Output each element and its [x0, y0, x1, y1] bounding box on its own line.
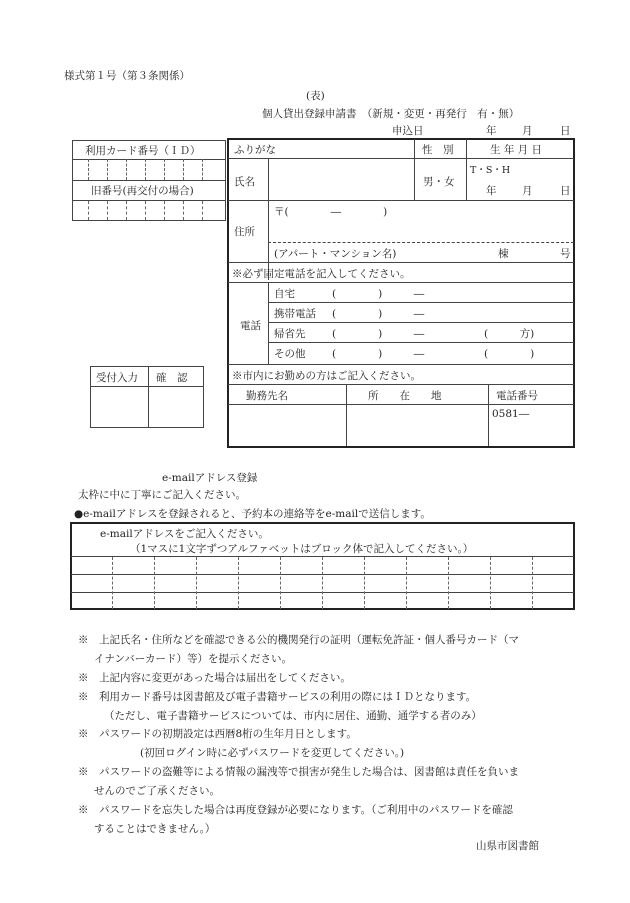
era-options[interactable]: T・S・H	[470, 165, 511, 176]
phone-home-field[interactable]: ( ) ―	[332, 288, 425, 300]
phone-mobile-field[interactable]: ( ) ―	[332, 308, 425, 320]
birth-year: 年	[486, 185, 497, 197]
phone-note: ※必ず固定電話を記入してください。	[232, 268, 411, 280]
note-line: ※ 利用カード番号は図書館及び電子書籍サービスの利用の際にはＩＤとなります。	[78, 691, 477, 703]
email-note: ●e-mailアドレスを登録されると、予約本の連絡等をe-mailで送信します。	[74, 508, 431, 520]
old-number-header	[72, 180, 226, 201]
phone-hometown-label: 帰省先	[274, 328, 306, 340]
phone-mobile-label: 携帯電話	[274, 308, 316, 320]
furigana-label: ふりがな	[234, 144, 276, 156]
confirm-label: 確 認	[156, 372, 188, 384]
sex-label: 性 別	[422, 144, 454, 156]
address-label: 住所	[234, 226, 255, 238]
card-number-header	[72, 140, 226, 160]
name-input[interactable]	[272, 162, 410, 198]
email-box-title: e-mailアドレスをご記入ください。	[100, 528, 269, 540]
work-phone-label: 電話番号	[496, 390, 538, 402]
email-instruction: 太枠に中に丁寧にご記入ください。	[78, 489, 246, 501]
card-number-label: 利用カード番号（ＩＤ）	[85, 145, 201, 157]
note-line: することはできません。）	[94, 823, 216, 835]
note-line: ※ 上記氏名・住所などを確認できる公的機関発行の証明（運転免許証・個人番号カード（マ	[78, 634, 519, 646]
form-number: 様式第１号（第３条関係）	[64, 70, 190, 82]
postal-code-field[interactable]: 〒( ― )	[274, 206, 388, 218]
note-line: せんのでご了承ください。	[94, 785, 220, 797]
birth-day: 日	[560, 185, 571, 197]
phone-other-label: その他	[274, 348, 306, 360]
phone-hometown-field[interactable]: ( ) ―	[332, 328, 425, 340]
work-phone-field[interactable]: 0581―	[492, 408, 530, 420]
apartment-field[interactable]: (アパート・マンション名)	[274, 248, 397, 260]
phone-other-field[interactable]: ( ) ―	[332, 348, 425, 360]
side-label: (表)	[306, 90, 325, 102]
email-heading: e-mailアドレス登録	[162, 472, 258, 484]
note-line: ※ パスワードの盗難等による情報の漏洩等で損害が発生した場合は、図書館は責任を負いま	[78, 766, 519, 778]
room-label: 号	[560, 248, 571, 260]
building-label: 棟	[498, 248, 509, 260]
email-box-subtitle: （1マスに1文字ずつアルファベットはブロック体で記入してください。）	[130, 543, 474, 555]
phone-label: 電話	[240, 320, 261, 332]
page-title: 個人貸出登録申請書 （新規・変更・再発行 有・無）	[262, 108, 520, 120]
sex-options[interactable]: 男・女	[423, 176, 455, 188]
apply-month: 月	[522, 125, 533, 137]
note-line: ※ パスワードを忘失した場合は再度登録が必要になります。（ご利用中のパスワードを確認	[78, 804, 513, 816]
work-note: ※市内にお勤めの方はご記入ください。	[232, 370, 421, 382]
name-label: 氏名	[234, 176, 255, 188]
library-name: 山県市図書館	[476, 840, 539, 852]
phone-other-extra[interactable]: ( )	[484, 348, 535, 360]
note-line: ※ パスワードの初期設定は西暦8桁の生年月日とします。	[78, 728, 357, 740]
reception-label: 受付入力	[96, 372, 138, 384]
work-name-label: 勤務先名	[246, 390, 288, 402]
work-address-label: 所 在 地	[368, 390, 442, 402]
birth-month: 月	[522, 185, 533, 197]
birth-label: 生 年 月 日	[490, 144, 543, 156]
apply-year: 年	[486, 125, 497, 137]
note-line: （ただし、電子書籍サービスについては、市内に居住、通勤、通学する者のみ）	[104, 710, 482, 722]
phone-home-label: 自宅	[274, 288, 295, 300]
note-line: (初回ログイン時に必ずパスワードを変更してください。)	[140, 747, 405, 759]
old-number-label: 旧番号(再交付の場合)	[91, 185, 194, 197]
note-line: イナンバーカード）等）を提示ください。	[94, 653, 293, 665]
note-line: ※ 上記内容に変更があった場合は届出をしてください。	[78, 672, 351, 684]
apply-day: 日	[560, 125, 571, 137]
phone-hometown-care-of[interactable]: ( 方)	[484, 328, 535, 340]
apply-date-label: 申込日	[392, 125, 424, 137]
